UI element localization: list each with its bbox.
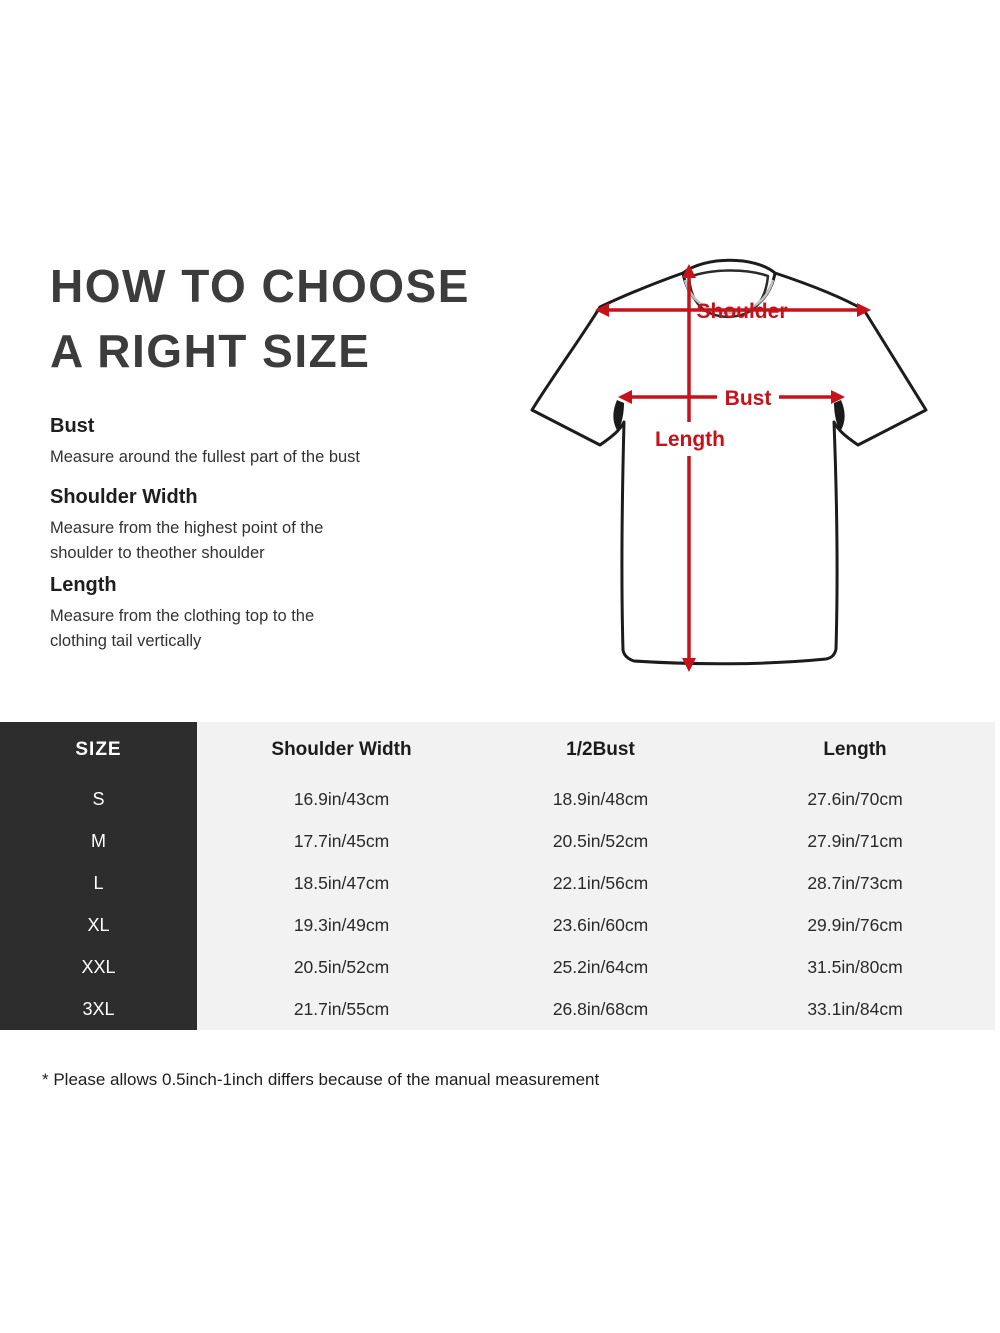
size-table-header-halfbust: 1/2Bust (566, 739, 635, 760)
term-shoulder-desc-line2: shoulder to theother shoulder (50, 544, 265, 562)
term-shoulder-desc-line1: Measure from the highest point of the (50, 519, 324, 537)
term-bust-desc-line1: Measure around the fullest part of the bust (50, 448, 361, 466)
table-row-s-shoulder: 16.9in/43cm (293, 788, 390, 809)
size-table-header-shoulder: Shoulder Width (271, 739, 412, 760)
table-row-3xl-shoulder: 21.7in/55cm (293, 998, 390, 1019)
page-title (50, 254, 470, 384)
page-title-line2: A RIGHT SIZE (50, 325, 371, 377)
bust-arrow-label: Bust (724, 387, 772, 410)
table-row-l-halfbust: 22.1in/56cm (552, 872, 649, 893)
table-row-m-size: M (91, 830, 106, 851)
table-row-3xl-length: 33.1in/84cm (807, 998, 903, 1019)
size-table (0, 722, 995, 1030)
table-row-3xl-halfbust: 26.8in/68cm (552, 998, 649, 1019)
table-row-3xl-size: 3XL (82, 998, 115, 1019)
table-row-s-length: 27.6in/70cm (807, 788, 903, 809)
size-table-header-length: Length (823, 739, 887, 760)
term-length: Length (50, 574, 117, 596)
table-row-l-shoulder: 18.5in/47cm (293, 872, 390, 893)
tshirt-measurement-diagram (505, 250, 935, 690)
term-bust-description (50, 445, 360, 470)
length-arrow-label: Length (655, 428, 725, 451)
table-row-xxl-halfbust: 25.2in/64cm (552, 956, 649, 977)
table-row-s-size: S (92, 788, 105, 809)
table-row-xl-halfbust: 23.6in/60cm (552, 914, 649, 935)
size-table-header-size: SIZE (75, 739, 122, 760)
table-row-l-length: 28.7in/73cm (807, 872, 903, 893)
table-row-xxl-size: XXL (81, 956, 116, 977)
page-title-line1: HOW TO CHOOSE (50, 260, 470, 312)
table-row-s-halfbust: 18.9in/48cm (552, 788, 649, 809)
term-bust: Bust (50, 415, 95, 437)
term-length-description (50, 604, 314, 654)
table-row-xl-length: 29.9in/76cm (807, 914, 903, 935)
size-table-grid (0, 722, 995, 1030)
table-row-m-length: 27.9in/71cm (807, 830, 903, 851)
term-length-desc-line2: clothing tail vertically (50, 632, 202, 650)
table-row-xl-shoulder: 19.3in/49cm (293, 914, 390, 935)
measurement-disclaimer: * Please allows 0.5inch-1inch differs because of the manual measurement (42, 1070, 600, 1089)
shoulder-arrow-label: Shoulder (696, 300, 788, 323)
table-row-xxl-length: 31.5in/80cm (807, 956, 903, 977)
table-row-m-halfbust: 20.5in/52cm (552, 830, 649, 851)
term-shoulder-width-description (50, 516, 323, 566)
table-row-xxl-shoulder: 20.5in/52cm (293, 956, 390, 977)
term-length-desc-line1: Measure from the clothing top to the (50, 607, 315, 625)
table-row-m-shoulder: 17.7in/45cm (293, 830, 390, 851)
table-row-l-size: L (93, 872, 104, 893)
table-row-xl-size: XL (87, 914, 110, 935)
term-shoulder-width: Shoulder Width (50, 486, 198, 508)
